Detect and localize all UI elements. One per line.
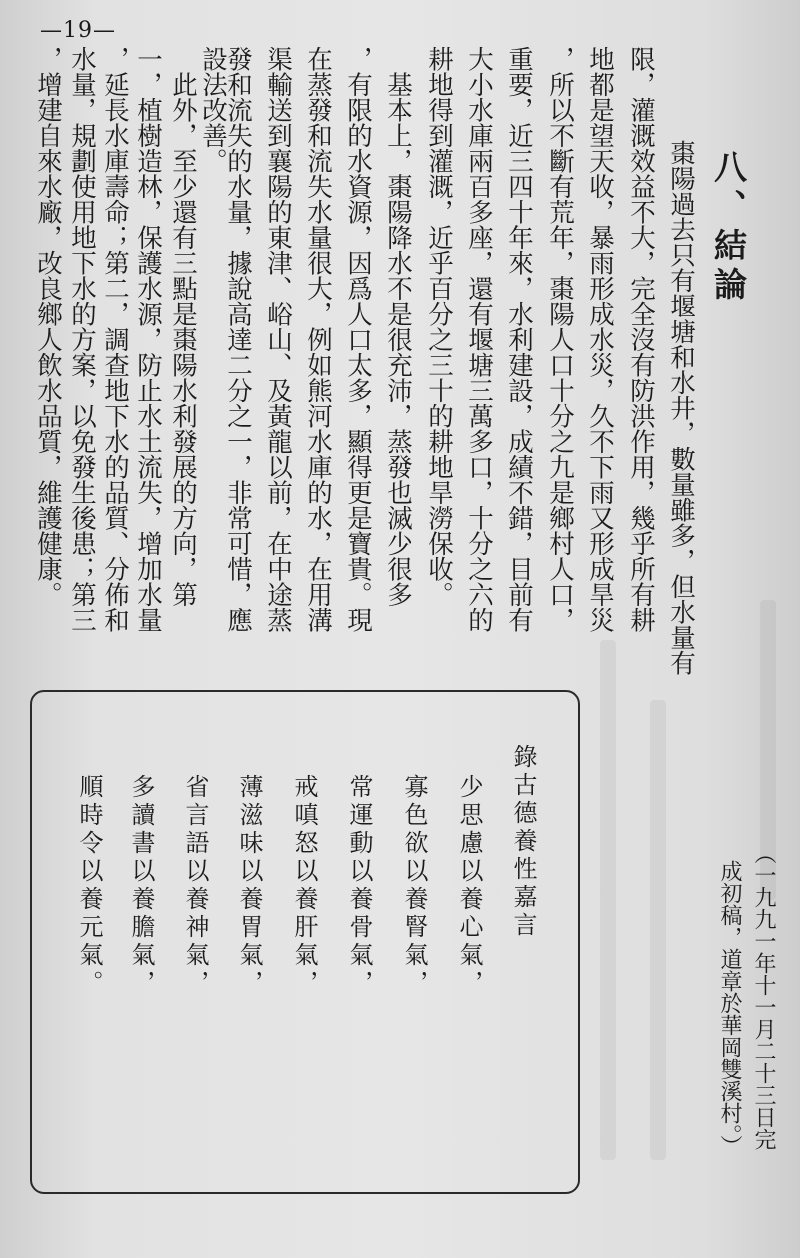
body-column: ，增建自來水廠，改良鄉人飲水品質，維護健康。: [33, 46, 63, 607]
quote-line: 薄滋味以養胃氣，: [235, 774, 263, 998]
body-column: 限，灌溉效益不大，完全沒有防洪作用，幾乎所有耕: [626, 46, 656, 633]
body-column: ，延長水庫壽命；第二，調查地下水的品質、分佈和: [100, 46, 130, 633]
quote-line: 省言語以養神氣，: [181, 774, 209, 998]
quote-line: 常運動以養骨氣，: [345, 774, 373, 998]
body-column: 大小水庫兩百多座，還有堰塘三萬多口，十分之六的: [464, 46, 494, 633]
section-heading: 八、結論: [709, 150, 748, 306]
body-column: 發和流失的水量，據說高達二分之一，非常可惜，應: [223, 46, 253, 633]
quote-line: 多讀書以養膽氣，: [127, 774, 155, 998]
body-column: 地都是望天收，暴雨形成水災，久不下雨又形成旱災: [585, 46, 615, 633]
body-column: 耕地得到灌溉，近乎百分之三十的耕地旱澇保收。: [424, 46, 454, 607]
body-column: 一，植樹造林，保護水源，防止水土流失，增加水量: [133, 46, 163, 633]
body-column: 水量，規劃使用地下水的方案，以免發生後患；第三: [67, 46, 97, 633]
quote-title: 錄古德養性嘉言: [509, 744, 537, 940]
body-column: ，有限的水資源，因爲人口太多，顯得更是寶貴。現: [343, 46, 373, 633]
quote-line: 順時令以養元氣。: [75, 774, 103, 998]
body-column: 棗陽過去只有堰塘和水井，數量雖多，但水量有: [666, 140, 696, 676]
quote-box: [30, 690, 580, 1194]
quote-line: 戒嗔怒以養肝氣，: [290, 774, 318, 998]
body-column: 此外，至少還有三點是棗陽水利發展的方向，第: [168, 46, 198, 607]
page-number: —19—: [40, 18, 116, 43]
body-column: 基本上，棗陽降水不是很充沛，蒸發也滅少很多: [383, 46, 413, 607]
body-column: 渠輸送到襄陽的東津、峪山、及黃龍以前，在中途蒸: [263, 46, 293, 633]
body-column: 在蒸發和流失水量很大，例如熊河水庫的水，在用溝: [303, 46, 333, 633]
bleed-through-mark: [600, 640, 616, 1160]
colophon-line: （一九九一年十一月二十三日完: [751, 842, 776, 1150]
bleed-through-mark: [650, 700, 666, 1160]
body-column: ，所以不斷有荒年，棗陽人口十分之九是鄉村人口，: [545, 46, 575, 633]
quote-line: 寡色欲以養腎氣，: [400, 774, 428, 998]
colophon-line: 成初稿，道章於華岡雙溪村。）: [717, 860, 742, 1157]
body-column: 設法改善。: [198, 46, 228, 174]
body-column: 重要，近三四十年來，水利建設，成績不錯，目前有: [504, 46, 534, 633]
quote-line: 少思慮以養心氣，: [455, 774, 483, 998]
